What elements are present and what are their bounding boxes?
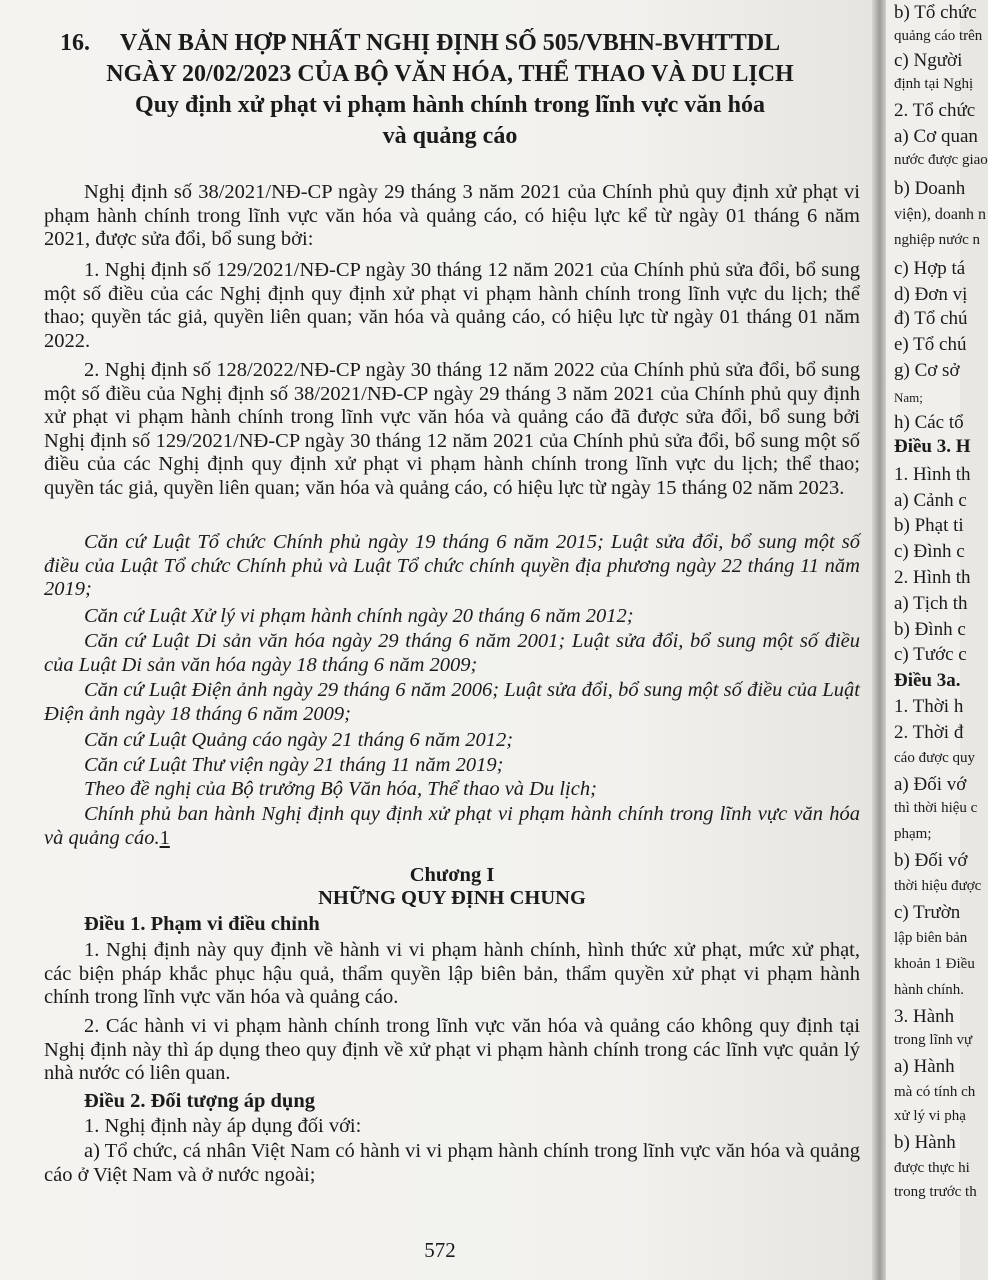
legal-basis-4: Căn cứ Luật Điện ảnh ngày 29 tháng 6 năm 2006; Luật sửa đổi, bổ sung một số điều của Luật Điện ảnh ngày 18 tháng 6 năm 2009; [44, 679, 860, 725]
document-title-line-4: và quảng cáo [382, 123, 518, 149]
document-number: 16. [60, 30, 90, 56]
next-page-line: 2. Hình th [894, 567, 971, 588]
article-2-clause-1: 1. Nghị định này áp dụng đối với: [84, 1115, 362, 1137]
next-page-line: h) Các tổ [894, 412, 964, 433]
next-page-line: b) Tổ chức [894, 2, 977, 23]
next-page-line: định tại Nghị [894, 76, 974, 92]
next-page-line: trong trước th [894, 1184, 977, 1200]
promulgation-clause: Chính phủ ban hành Nghị định quy định xử phạt vi phạm hành chính trong lĩnh vực văn hóa và quảng cáo.1 [44, 803, 860, 849]
page-number: 572 [424, 1238, 456, 1262]
next-page-line: đ) Tổ chú [894, 308, 968, 329]
next-page-line: c) Trườn [894, 902, 961, 923]
document-title-line-2: NGÀY 20/02/2023 CỦA BỘ VĂN HÓA, THỂ THAO VÀ DU LỊCH [106, 61, 794, 87]
adjacent-page-fragment [886, 0, 988, 1280]
article-2-point-a: a) Tổ chức, cá nhân Việt Nam có hành vi vi phạm hành chính trong lĩnh vực văn hóa và quảng cáo ở Việt Nam và ở nước ngoài; [44, 1140, 860, 1186]
legal-basis-7: Theo đề nghị của Bộ trưởng Bộ Văn hóa, Thể thao và Du lịch; [84, 778, 597, 800]
footnote-reference[interactable]: 1 [159, 826, 170, 849]
next-page-line: quảng cáo trên [894, 28, 983, 44]
next-page-line: e) Tổ chú [894, 334, 967, 355]
next-page-line: 2. Thời đ [894, 722, 964, 743]
next-page-line: a) Cảnh c [894, 490, 967, 511]
book-gutter [872, 0, 886, 1280]
next-page-line: nghiệp nước n [894, 232, 981, 248]
next-page-line: nước được giao [894, 152, 988, 168]
article-1-clause-1: 1. Nghị định này quy định về hành vi vi phạm hành chính, hình thức xử phạt, mức xử phạt, các biện pháp khắc phục hậu quả, thẩm quyền lập biên bản, thẩm quyền xử phạt vi phạm hành chính trong lĩnh vực văn hóa và quảng cáo. [44, 939, 860, 1008]
next-page-line: b) Hành [894, 1132, 956, 1153]
next-page-line: b) Đối vớ [894, 850, 968, 871]
next-page-line: xử lý vi phạ [894, 1108, 966, 1124]
next-page-line: Điều 3. H [894, 436, 971, 457]
next-page-line: Nam; [894, 390, 923, 405]
intro-paragraph: Nghị định số 38/2021/NĐ-CP ngày 29 tháng 3 năm 2021 của Chính phủ quy định xử phạt vi phạm hành chính trong lĩnh vực văn hóa và quảng cáo, có hiệu lực kể từ ngày 01 tháng 6 năm 2021, được sửa đổi, bổ sung bởi: [44, 181, 860, 250]
next-page-line: thời hiệu được [894, 878, 982, 894]
amendment-2: 2. Nghị định số 128/2022/NĐ-CP ngày 30 tháng 12 năm 2022 của Chính phủ sửa đổi, bổ sung một số điều của Nghị định số 38/2021/NĐ-CP ngày 29 tháng 3 năm 2021 của Chính phủ quy định xử phạt vi phạm hành chính trong lĩnh vực văn hóa và quảng cáo đã được sửa đổi, bổ sung bởi Nghị định số 129/2021/NĐ-CP ngày 30 tháng 12 năm 2021 của Chính phủ sửa đổi, bổ sung một số điều của các Nghị định quy định xử phạt vi phạm hành chính trong lĩnh vực du lịch; thể thao; quyền tác giả, quyền liên quan; văn hóa và quảng cáo, có hiệu lực từ ngày 15 tháng 02 năm 2023. [44, 359, 860, 499]
next-page-line: viện), doanh n [894, 206, 986, 223]
amendment-1: 1. Nghị định số 129/2021/NĐ-CP ngày 30 tháng 12 năm 2021 của Chính phủ sửa đổi, bổ sung một số điều của các Nghị định quy định xử phạt vi phạm hành chính trong lĩnh vực du lịch; thể thao; quyền tác giả, quyền liên quan; văn hóa và quảng cáo, có hiệu lực từ ngày 01 tháng 01 năm 2022. [44, 259, 860, 352]
next-page-line: khoản 1 Điều [894, 956, 975, 972]
next-page-line: b) Doanh [894, 178, 966, 199]
next-page-line: mà có tính ch [894, 1084, 976, 1100]
document-title-line-1: 16. VĂN BẢN HỢP NHẤT NGHỊ ĐỊNH SỐ 505/VBHN-BVHTTDL [40, 28, 860, 59]
article-2-heading: Điều 2. Đối tượng áp dụng [84, 1090, 315, 1112]
next-page-line: cáo được quy [894, 750, 976, 766]
next-page-line: 3. Hành [894, 1006, 955, 1027]
next-page-line: hành chính. [894, 982, 964, 998]
next-page-line: g) Cơ sở [894, 360, 960, 381]
chapter-label: Chương I [409, 864, 495, 886]
next-page-line: thì thời hiệu c [894, 800, 978, 816]
next-page-line: c) Người [894, 50, 963, 71]
next-page-line: c) Tước c [894, 644, 967, 665]
next-page-line: b) Phạt ti [894, 515, 964, 536]
document-title-line-3: Quy định xử phạt vi phạm hành chính trong lĩnh vực văn hóa [135, 92, 765, 118]
legal-basis-6: Căn cứ Luật Thư viện ngày 21 tháng 11 năm 2019; [84, 754, 504, 776]
next-page-line: c) Hợp tá [894, 258, 966, 279]
next-page-line: a) Cơ quan [894, 126, 978, 147]
next-page-line: c) Đình c [894, 541, 965, 562]
next-page-line: lập biên bản [894, 930, 968, 946]
next-page-line: 1. Hình th [894, 464, 971, 485]
legal-basis-3: Căn cứ Luật Di sản văn hóa ngày 29 tháng 6 năm 2001; Luật sửa đổi, bổ sung một số điều của Luật Di sản văn hóa ngày 18 tháng 6 năm 2009; [44, 630, 860, 676]
next-page-line: 2. Tổ chức [894, 100, 976, 121]
next-page-line: được thực hi [894, 1160, 970, 1176]
article-1-heading: Điều 1. Phạm vi điều chỉnh [84, 913, 320, 935]
next-page-line: Điều 3a. [894, 670, 961, 691]
next-page-line: 1. Thời h [894, 696, 964, 717]
legal-basis-5: Căn cứ Luật Quảng cáo ngày 21 tháng 6 năm 2012; [84, 729, 514, 751]
next-page-line: b) Đình c [894, 619, 966, 640]
chapter-title: NHỮNG QUY ĐỊNH CHUNG [318, 887, 586, 909]
legal-basis-1: Căn cứ Luật Tổ chức Chính phủ ngày 19 tháng 6 năm 2015; Luật sửa đổi, bổ sung một số điều của Luật Tổ chức Chính phủ và Luật Tổ chức chính quyền địa phương ngày 22 tháng 11 năm 2019; [44, 531, 860, 600]
next-page-line: a) Đối vớ [894, 774, 967, 795]
next-page-line: phạm; [894, 826, 932, 842]
next-page-line: a) Hành [894, 1056, 955, 1077]
legal-basis-2: Căn cứ Luật Xử lý vi phạm hành chính ngày 20 tháng 6 năm 2012; [84, 605, 634, 627]
article-1-clause-2: 2. Các hành vi vi phạm hành chính trong lĩnh vực văn hóa và quảng cáo không quy định tại Nghị định này thì áp dụng theo quy định về xử phạt vi phạm hành chính trong các lĩnh vực quản lý nhà nước có liên quan. [44, 1015, 860, 1084]
next-page-line: d) Đơn vị [894, 284, 968, 305]
next-page-line: trong lĩnh vự [894, 1032, 973, 1048]
next-page-line: a) Tịch th [894, 593, 968, 614]
